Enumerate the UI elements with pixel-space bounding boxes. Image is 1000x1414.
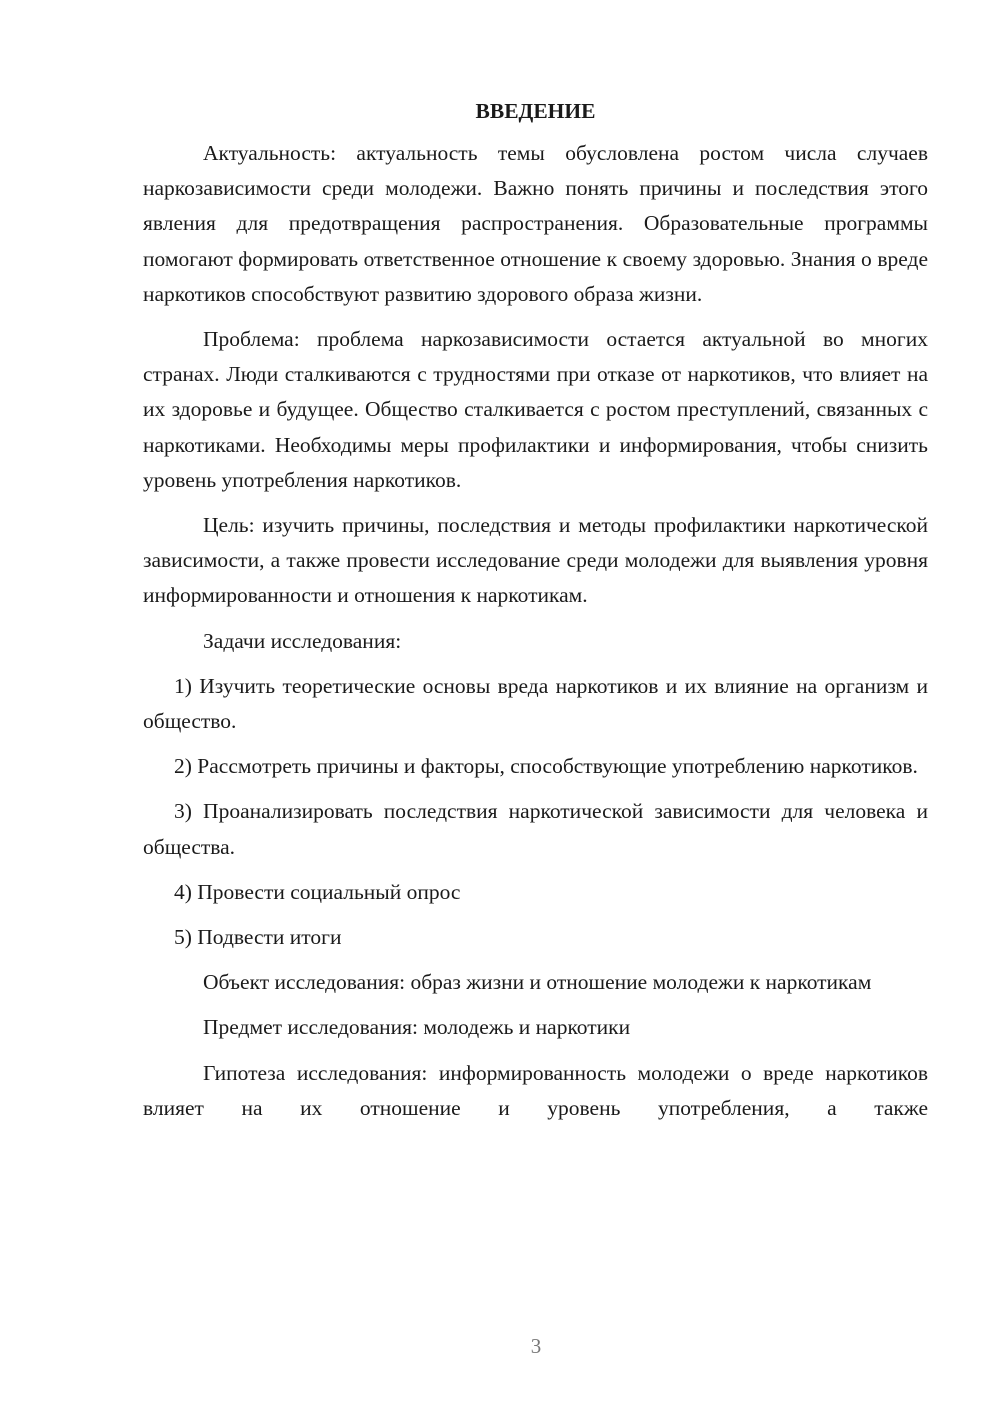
- page-number: 3: [530, 1334, 542, 1358]
- task-item-2: 2) Рассмотреть причины и факторы, способствующие употреблению наркотиков.: [174, 754, 918, 779]
- paragraph-goal: Цель: изучить причины, последствия и методы профилактики наркотической зависимости, а также провести исследование среди молодежи для выявления уровня информированности и отношения к наркотикам.: [143, 513, 928, 608]
- document-body: [143, 96, 928, 1136]
- section-heading: ВВЕДЕНИЕ: [475, 99, 596, 123]
- task-item-4: 4) Провести социальный опрос: [174, 879, 461, 904]
- paragraph-object: Объект исследования: образ жизни и отношение молодежи к наркотикам: [203, 970, 872, 995]
- paragraph-hypothesis: Гипотеза исследования: информированность молодежи о вреде наркотиков влияет на их отношение и уровень употребления, а также: [143, 1060, 928, 1120]
- paragraph-tasks-title: Задачи исследования:: [203, 628, 402, 653]
- task-item-3: 3) Проанализировать последствия наркотической зависимости для человека и общества.: [143, 799, 928, 859]
- paragraph-subject: Предмет исследования: молодежь и наркотики: [203, 1015, 631, 1040]
- paragraph-relevance: Актуальность: актуальность темы обусловлена ростом числа случаев наркозависимости среди молодежи. Важно понять причины и последствия этого явления для предотвращения распространения. Образовательные программы помогают формировать ответственное отношение к своему здоровью. Знания о вреде наркотиков способствуют развитию здорового образа жизни.: [143, 141, 928, 306]
- task-item-1: 1) Изучить теоретические основы вреда наркотиков и их влияние на организм и общество.: [143, 673, 928, 734]
- paragraph-problem: Проблема: проблема наркозависимости остается актуальной во многих странах. Люди сталкиваются с трудностями при отказе от наркотиков, что влияет на их здоровье и будущее. Общество сталкивается с ростом преступлений, связанных с наркотиками. Необходимы меры профилактики и информирования, чтобы снизить уровень употребления наркотиков.: [143, 327, 928, 492]
- task-item-5: 5) Подвести итоги: [174, 925, 342, 950]
